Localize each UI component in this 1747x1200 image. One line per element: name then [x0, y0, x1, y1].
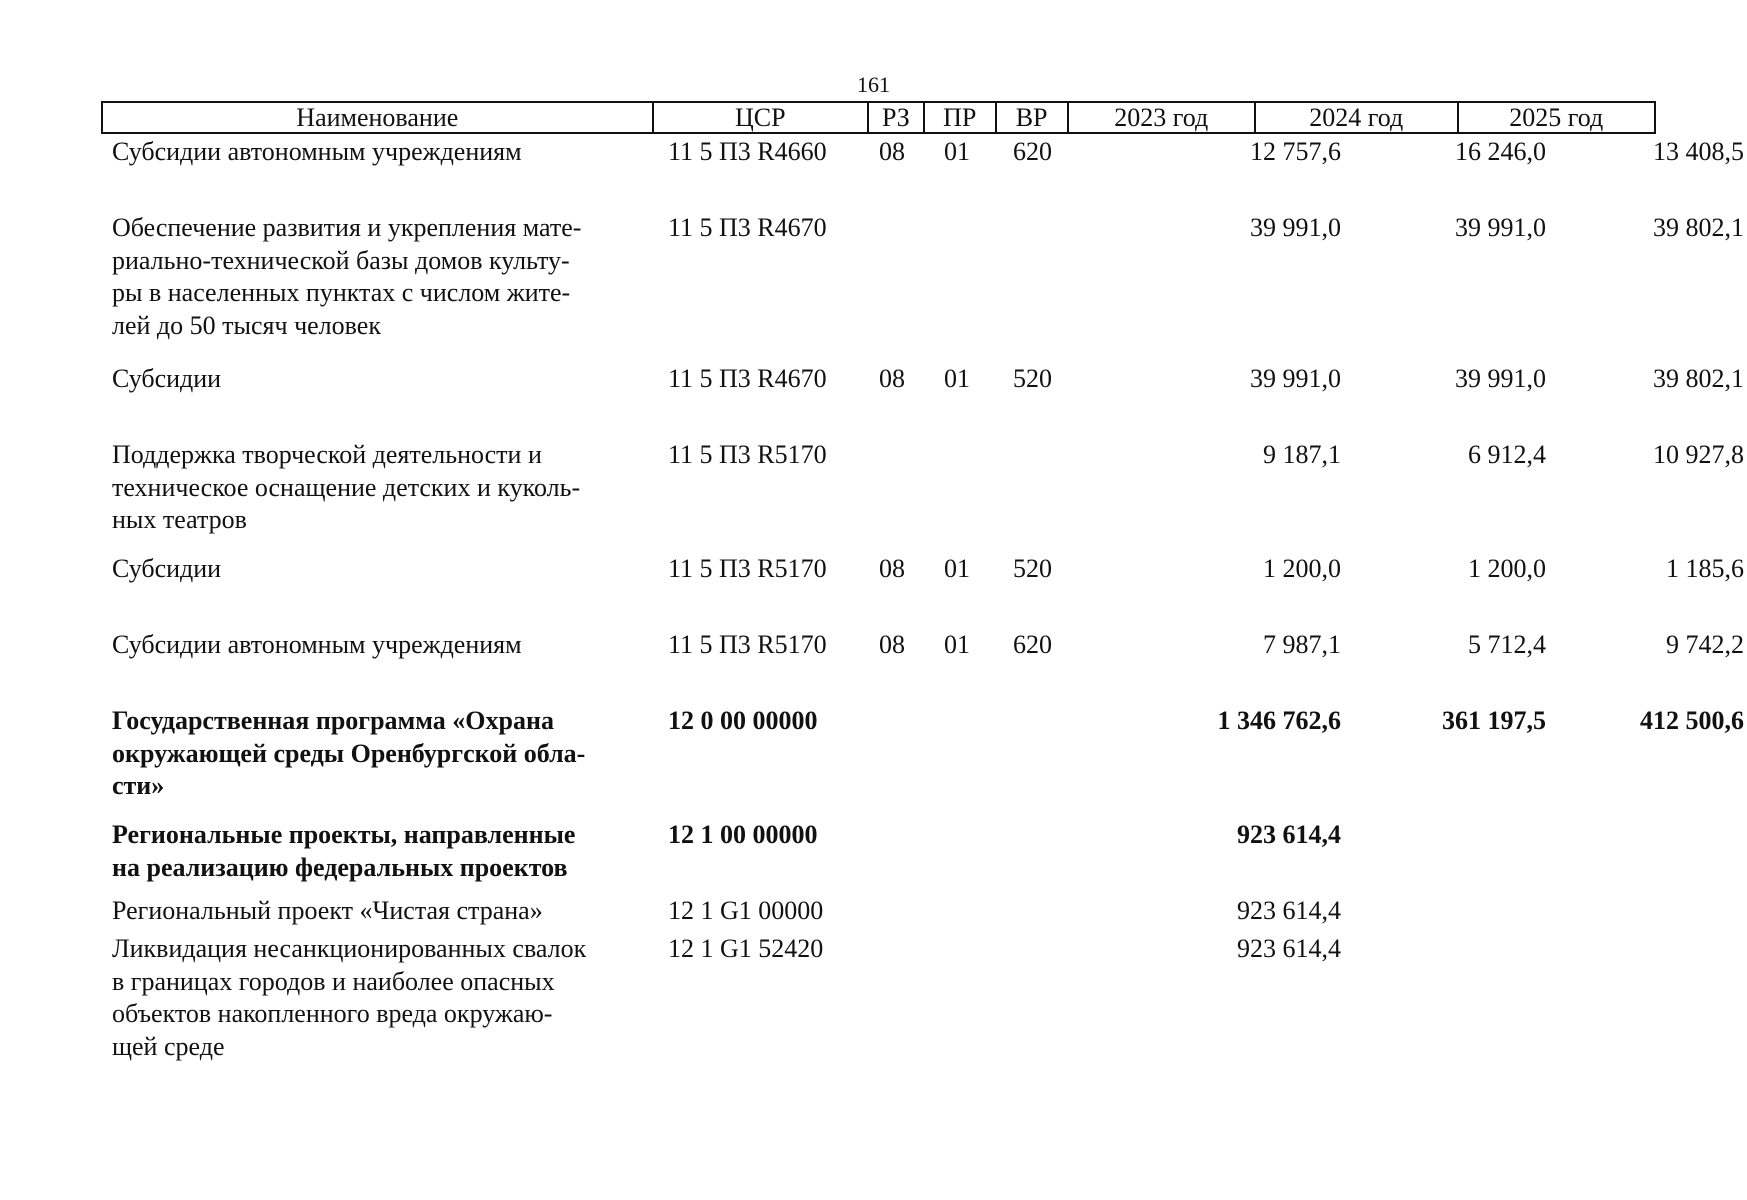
row-2024: 16 246,0	[1455, 137, 1546, 166]
row-2025: 412 500,6	[1640, 706, 1744, 735]
row-2023: 9 187,1	[1263, 440, 1341, 469]
row-name-line: Региональные проекты, направленные	[112, 820, 576, 849]
row-2025: 39 802,1	[1653, 213, 1744, 242]
row-rz: 08	[879, 364, 905, 393]
header-name: Наименование	[296, 103, 459, 132]
row-2025: 10 927,8	[1653, 440, 1744, 469]
header-2025: 2025 год	[1457, 103, 1654, 132]
row-name: Субсидии	[112, 554, 222, 583]
row-name	[112, 705, 642, 803]
row-vr: 520	[1013, 364, 1052, 393]
row-rz: 08	[879, 137, 905, 166]
row-name-line: в границах городов и наиболее опасных	[112, 966, 555, 996]
row-2025: 13 408,5	[1653, 137, 1744, 166]
row-vr: 620	[1013, 630, 1052, 659]
row-name	[112, 819, 642, 884]
table-row	[101, 363, 1744, 403]
row-vr: 520	[1013, 554, 1052, 583]
row-name-line: на реализацию федеральных проектов	[112, 852, 568, 882]
row-csr: 11 5 П3 R5170	[668, 554, 827, 583]
table-row	[101, 819, 1656, 882]
row-csr: 12 1 G1 00000	[668, 896, 824, 925]
row-pr: 01	[944, 364, 970, 393]
row-2023: 923 614,4	[1237, 820, 1341, 849]
row-name-line: риально-технической базы домов культу-	[112, 245, 570, 275]
row-name	[112, 212, 642, 342]
row-name-line: Государственная программа «Охрана	[112, 706, 554, 735]
row-pr: 01	[944, 137, 970, 166]
row-name-line: Ликвидация несанкционированных свалок	[112, 934, 587, 963]
row-2024: 39 991,0	[1455, 213, 1546, 242]
row-csr: 12 1 G1 52420	[668, 934, 824, 963]
row-pr: 01	[944, 630, 970, 659]
row-2025: 9 742,2	[1666, 630, 1744, 659]
table-row	[101, 629, 1744, 669]
table-row	[101, 933, 1656, 1061]
row-2024: 1 200,0	[1468, 554, 1546, 583]
row-2025: 1 185,6	[1666, 554, 1744, 583]
row-2024: 361 197,5	[1442, 706, 1546, 735]
table-row	[101, 895, 1656, 935]
row-csr: 11 5 П3 R4660	[668, 137, 827, 166]
row-2023: 1 346 762,6	[1217, 706, 1341, 735]
row-name-line: щей среде	[112, 1031, 225, 1061]
row-name-line: сти»	[112, 771, 165, 800]
page-number: 161	[857, 72, 890, 97]
row-csr: 11 5 П3 R4670	[668, 213, 827, 242]
row-2023: 7 987,1	[1263, 630, 1341, 659]
table-row	[101, 439, 1744, 534]
row-2023: 39 991,0	[1250, 364, 1341, 393]
row-name-line: Поддержка творческой деятельности и	[112, 440, 542, 469]
row-vr: 620	[1013, 137, 1052, 166]
row-name-line: ры в населенных пунктах с числом жите-	[112, 278, 571, 307]
row-2023: 39 991,0	[1250, 213, 1341, 242]
row-2025: 39 802,1	[1653, 364, 1744, 393]
row-csr: 12 1 00 00000	[668, 820, 818, 849]
row-2024: 6 912,4	[1468, 440, 1546, 469]
row-name: Субсидии автономным учреждениям	[112, 137, 522, 166]
row-csr: 12 0 00 00000	[668, 706, 818, 735]
row-name-line: ных театров	[112, 505, 247, 534]
row-2023: 12 757,6	[1250, 137, 1341, 166]
table-row	[101, 553, 1744, 593]
row-2023: 923 614,4	[1237, 934, 1341, 963]
row-2023: 1 200,0	[1263, 554, 1341, 583]
row-name: Региональный проект «Чистая страна»	[112, 896, 543, 925]
row-csr: 11 5 П3 R5170	[668, 630, 827, 659]
row-name	[112, 933, 642, 1063]
row-name-line: Обеспечение развития и укрепления мате-	[112, 213, 582, 242]
header-rz: РЗ	[867, 103, 923, 132]
row-2024: 39 991,0	[1455, 364, 1546, 393]
table-row	[101, 136, 1744, 176]
row-name	[112, 439, 642, 537]
row-name-line: техническое оснащение детских и куколь-	[112, 472, 581, 502]
table-row	[101, 705, 1744, 800]
row-name: Субсидии автономным учреждениям	[112, 630, 522, 659]
header-2024: 2024 год	[1254, 103, 1456, 132]
table-row	[101, 212, 1744, 340]
row-csr: 11 5 П3 R4670	[668, 364, 827, 393]
row-rz: 08	[879, 630, 905, 659]
row-name: Субсидии	[112, 364, 222, 393]
row-2024: 5 712,4	[1468, 630, 1546, 659]
row-2023: 923 614,4	[1237, 896, 1341, 925]
header-2023: 2023 год	[1067, 103, 1255, 132]
header-pr: ПР	[923, 103, 995, 132]
row-pr: 01	[944, 554, 970, 583]
header-csr: ЦСР	[652, 103, 867, 132]
row-name-line: окружающей среды Оренбургской обла-	[112, 738, 586, 768]
header-vr: ВР	[995, 103, 1067, 132]
row-csr: 11 5 П3 R5170	[668, 440, 827, 469]
row-rz: 08	[879, 554, 905, 583]
row-name-line: объектов накопленного вреда окружаю-	[112, 999, 553, 1028]
row-name-line: лей до 50 тысяч человек	[112, 310, 381, 340]
